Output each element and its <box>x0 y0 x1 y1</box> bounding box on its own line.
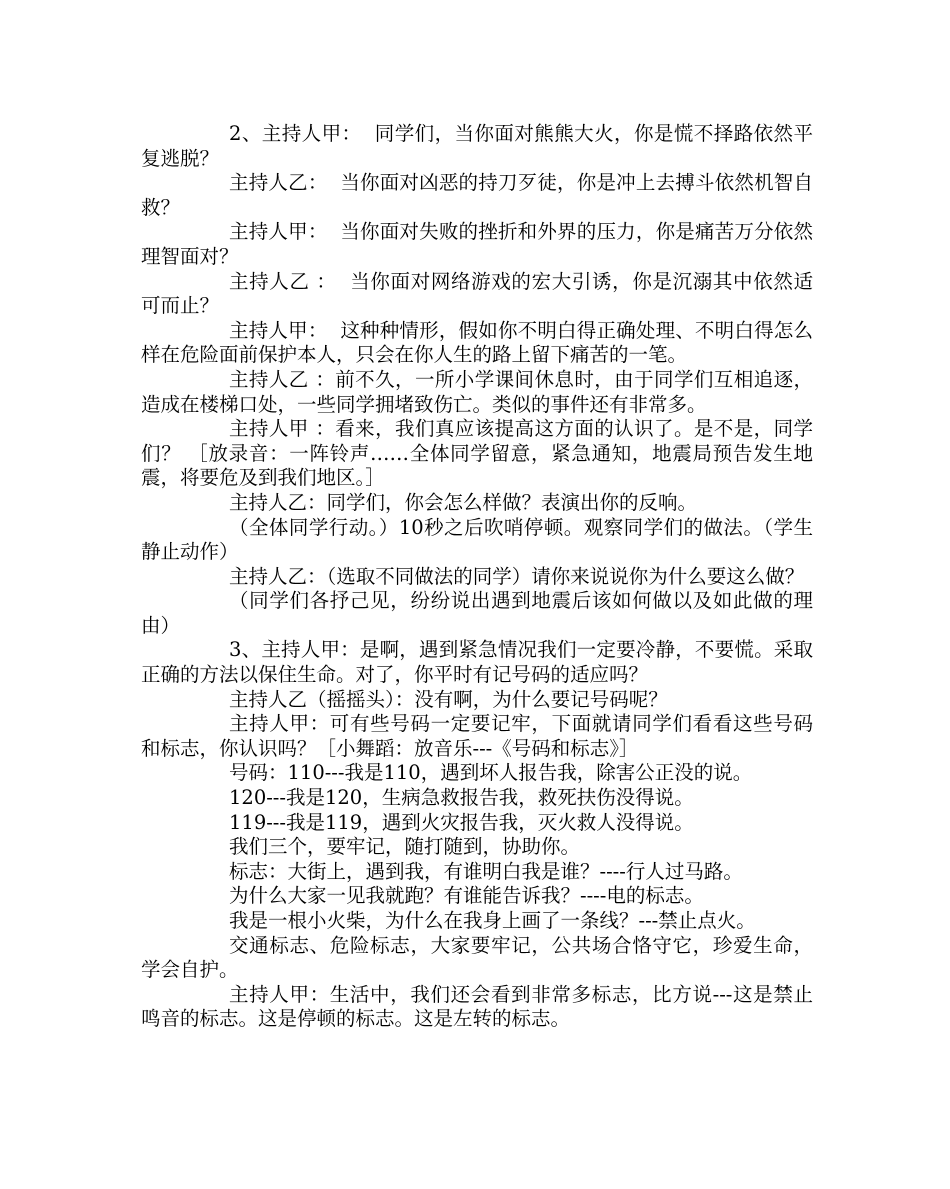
paragraph-20: 为什么大家一见我就跑？有谁能告诉我？----电的标志。 <box>229 884 704 908</box>
paragraph-10: 主持人乙：（选取不同做法的同学）请你来说说你为什么要这么做？ <box>229 564 805 588</box>
paragraph-08: 主持人乙：同学们，你会怎么样做？表演出你的反响。 <box>229 490 698 514</box>
paragraph-04: 主持人乙 ： 当你面对网络游戏的宏大引诱，你是沉溺其中依然适可而止？ <box>141 269 813 318</box>
paragraph-01: 2、主持人甲： 同学们，当你面对熊熊大火，你是慌不择路依然平复逃脱？ <box>141 122 813 170</box>
document-body <box>141 122 820 1032</box>
paragraph-19: 标志：大街上，遇到我，有谁明白我是谁？----行人过马路。 <box>229 859 743 883</box>
paragraph-22: 交通标志、危险标志，大家要牢记，公共场合恪守它，珍爱生命，学会自护。 <box>141 933 813 982</box>
paragraph-11: （同学们各抒己见，纷纷说出遇到地震后该如何做以及如此做的理由） <box>141 589 813 637</box>
paragraph-18: 我们三个，要牢记，随打随到，协助你。 <box>229 835 581 859</box>
paragraph-12: 3、主持人甲：是啊，遇到紧急情况我们一定要冷静，不要慌。采取正确的方法以保住生命。对了，你平时有记号码的适应吗？ <box>141 638 813 687</box>
paragraph-06: 主持人乙 ：前不久，一所小学课间休息时，由于同学们互相追逐， 造成在楼梯口处，一些同学拥堵致伤亡。类似的事件还有非常多。 <box>141 367 820 416</box>
paragraph-17: 119---我是119，遇到火灾报告我，灭火救人没得说。 <box>229 810 694 834</box>
paragraph-14: 主持人甲：可有些号码一定要记牢，下面就请同学们看看这些号码和标志，你认识吗？［小舞蹈：放音乐---《号码和标志》］ <box>141 712 813 760</box>
paragraph-15: 号码：110---我是110，遇到坏人报告我，除害公正没的说。 <box>229 761 753 785</box>
paragraph-02: 主持人乙： 当你面对凶恶的持刀歹徒，你是冲上去搏斗依然机智自救？ <box>141 171 813 219</box>
paragraph-03: 主持人甲： 当你面对失败的挫折和外界的压力，你是痛苦万分依然理智面对？ <box>141 220 813 268</box>
paragraph-07: 主持人甲 ：看来，我们真应该提高这方面的认识了。是不是，同学们？ ［放录音：一阵铃声……全体同学留意，紧急通知，地震局预告发生地震，将要危及到我们地区。］ <box>141 417 813 490</box>
paragraph-05: 主持人甲： 这种种情形，假如你不明白得正确处理、不明白得怎么样在危险面前保护本人，只会在你人生的路上留下痛苦的一笔。 <box>141 318 813 367</box>
paragraph-13: 主持人乙（摇摇头）：没有啊，为什么要记号码呢？ <box>229 687 668 711</box>
paragraph-09: （全体同学行动。）10秒之后吹哨停顿。观察同学们的做法。（学生静止动作） <box>141 515 813 564</box>
paragraph-23: 主持人甲：生活中，我们还会看到非常多标志，比方说---这是禁止鸣音的标志。这是停顿的标志。这是左转的标志。 <box>141 982 813 1031</box>
paragraph-21: 我是一根小火柴，为什么在我身上画了一条线？---禁止点火。 <box>229 909 756 932</box>
paragraph-16: 120---我是120，生病急救报告我，救死扶伤没得说。 <box>229 786 694 810</box>
